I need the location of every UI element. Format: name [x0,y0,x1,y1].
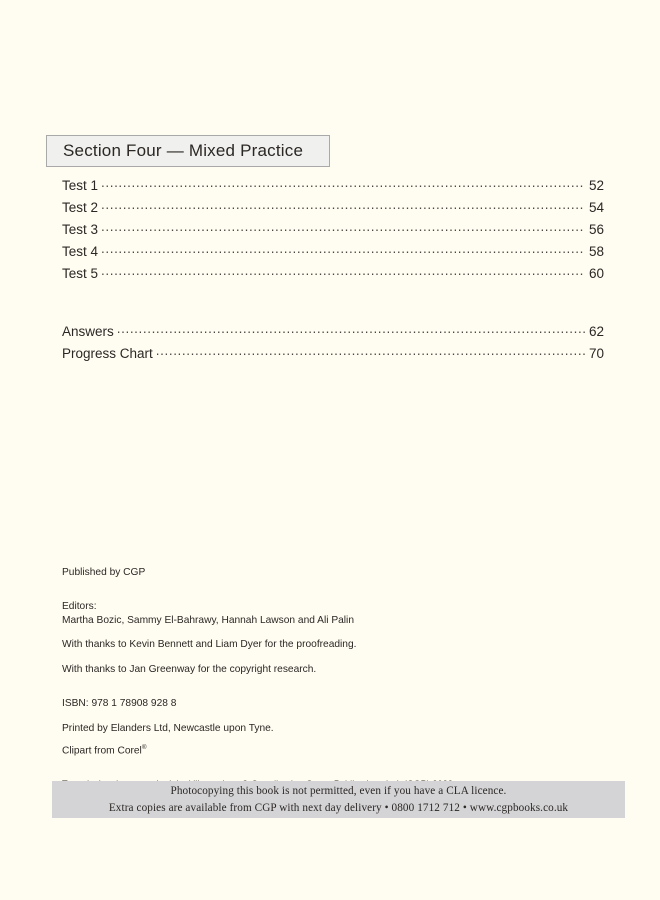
toc-dot-leader [156,344,585,358]
toc-entry[interactable] [62,176,604,198]
imprint-spacer [62,735,522,744]
toc-entry-label: Test 5 [62,265,99,281]
toc-entry-page: 52 [588,177,604,193]
clipart-text: Clipart from Corel [62,745,142,757]
toc-dot-leader [101,242,585,256]
toc-entry-page: 70 [588,345,604,361]
imprint-block [62,566,522,802]
proofreading-thanks: With thanks to Kevin Bennett and Liam Dyer for the proofreading. [62,639,357,651]
registered-trademark-icon: ® [141,744,147,752]
toc-entry[interactable] [62,322,604,344]
toc-entry[interactable] [62,198,604,220]
toc-entry-label: Test 3 [62,221,99,237]
imprint-spacer [62,711,522,722]
imprint-spacer [62,677,522,697]
toc-entry-label: Progress Chart [62,345,153,361]
copyright-research-thanks: With thanks to Jan Greenway for the copyright research. [62,664,317,676]
footer-line-extra-copies: Extra copies are available from CGP with next day delivery • 0800 1712 712 • www.cgpbooks.co.uk [108,801,569,814]
toc-dot-leader [101,176,585,190]
imprint-spacer [62,652,522,663]
editors-names: Martha Bozic, Sammy El-Bahrawy, Hannah Lawson and Ali Palin [62,614,354,626]
toc-entry-label: Answers [62,323,114,339]
toc-dot-leader [101,198,585,212]
toc-entry-label: Test 4 [62,243,99,259]
imprint-spacer [62,627,522,638]
toc-entry-label: Test 1 [62,177,99,193]
toc-dot-leader [117,322,585,336]
footer-line-photocopying: Photocopying this book is not permitted, even if you have a CLA licence. [170,785,507,798]
toc-entry[interactable] [62,344,604,366]
toc-entry-page: 60 [588,265,604,281]
toc-entry-page: 58 [588,243,604,259]
toc-entry-page: 56 [588,221,604,237]
toc-entry[interactable] [62,264,604,286]
editors-heading: Editors: [62,600,97,612]
published-by-line: Published by CGP [62,567,146,578]
clipart-line [62,744,522,758]
toc-entry-page: 54 [588,199,604,215]
toc-entry[interactable] [62,220,604,242]
table-of-contents [62,176,604,366]
section-header-title: Section Four — Mixed Practice [63,141,304,160]
toc-group-separator [62,286,604,322]
footer-notice-bar [52,781,625,818]
toc-dot-leader [101,220,585,234]
toc-entry-page: 62 [588,323,604,339]
imprint-spacer [62,759,522,779]
printed-by-line: Printed by Elanders Ltd, Newcastle upon Tyne. [62,722,274,734]
isbn-line: ISBN: 978 1 78908 928 8 [62,697,177,709]
toc-dot-leader [101,264,585,278]
toc-entry-label: Test 2 [62,199,99,215]
toc-entry[interactable] [62,242,604,264]
section-header-box [46,135,330,167]
imprint-spacer [62,580,522,600]
